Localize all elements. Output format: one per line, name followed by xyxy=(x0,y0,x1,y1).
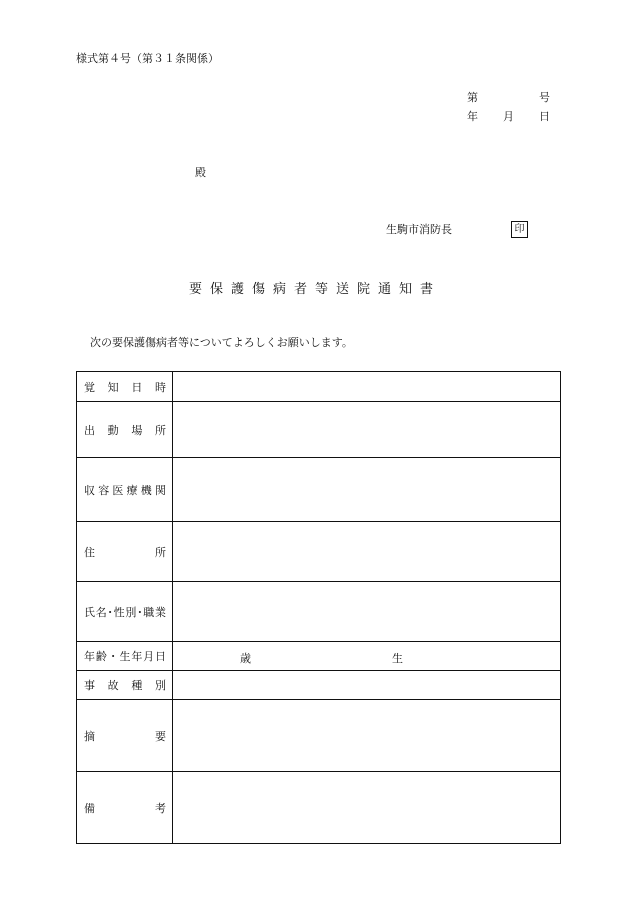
table-row xyxy=(77,582,561,642)
field-name-sex-occupation[interactable] xyxy=(173,582,561,642)
form-number: 様式第４号（第３１条関係） xyxy=(76,52,219,65)
seal-mark: 印 xyxy=(511,221,528,238)
row-label-summary: 摘要 xyxy=(84,729,166,743)
table-row xyxy=(77,372,561,402)
addressee-honorific: 殿 xyxy=(195,166,206,179)
document-title: 要保護傷病者等送院通知書 xyxy=(188,282,441,297)
age-unit-label: 歳 xyxy=(240,652,251,665)
document-number-suffix: 号 xyxy=(539,91,550,104)
row-label-name-sex-occupation: 氏名･性別･職業 xyxy=(84,605,166,619)
row-label-address: 住所 xyxy=(84,545,166,559)
field-age-birthdate[interactable] xyxy=(173,642,561,671)
field-address[interactable] xyxy=(173,522,561,582)
field-recognition-datetime[interactable] xyxy=(173,372,561,402)
intro-text: 次の要保護傷病者等についてよろしくお願いします。 xyxy=(90,336,353,349)
row-label-receiving-hospital: 収容医療機関 xyxy=(84,483,166,497)
field-dispatch-location[interactable] xyxy=(173,402,561,458)
notice-form-table xyxy=(76,371,561,844)
row-label-recognition-datetime: 覚知日時 xyxy=(84,380,166,394)
date-day: 日 xyxy=(539,110,550,123)
table-row xyxy=(77,642,561,671)
date-year: 年 xyxy=(467,110,478,123)
row-label-remarks: 備考 xyxy=(84,801,166,815)
table-row xyxy=(77,700,561,772)
table-row xyxy=(77,402,561,458)
table-row xyxy=(77,772,561,844)
field-summary[interactable] xyxy=(173,700,561,772)
row-label-age-birthdate: 年齢・生年月日 xyxy=(84,650,166,663)
document-number-prefix: 第 xyxy=(467,91,478,104)
date-month: 月 xyxy=(503,110,514,123)
table-row xyxy=(77,458,561,522)
field-remarks[interactable] xyxy=(173,772,561,844)
sender-name: 生駒市消防長 xyxy=(386,223,452,236)
field-accident-type[interactable] xyxy=(173,671,561,700)
table-row xyxy=(77,671,561,700)
row-label-dispatch-location: 出動場所 xyxy=(84,423,166,437)
birth-suffix-label: 生 xyxy=(392,652,403,665)
table-row xyxy=(77,522,561,582)
row-label-accident-type: 事故種別 xyxy=(84,679,166,692)
field-receiving-hospital[interactable] xyxy=(173,458,561,522)
